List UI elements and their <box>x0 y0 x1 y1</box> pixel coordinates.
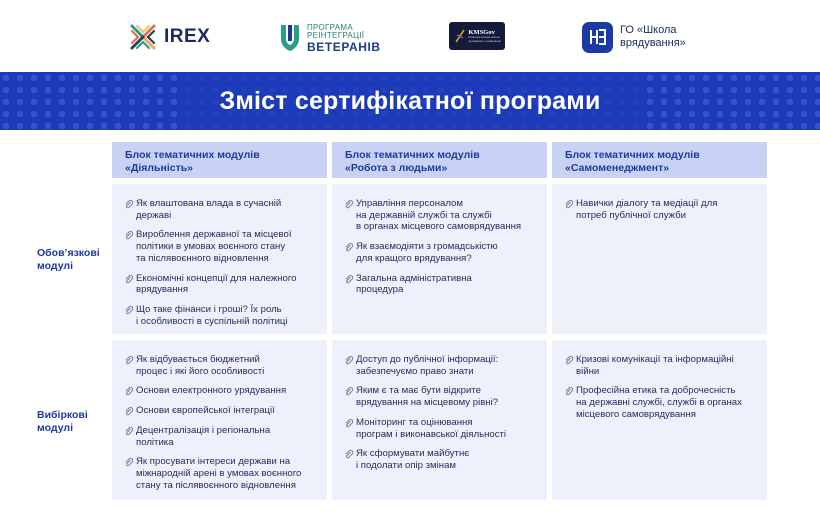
paperclip-icon <box>124 230 133 240</box>
column-header-line1: Блок тематичних модулів <box>125 149 260 161</box>
list-item-text: Як відбувається бюджетний процес і які його особливості <box>136 354 265 377</box>
paperclip-icon <box>124 386 133 396</box>
irex-wordmark: IREX <box>164 26 211 47</box>
column-header-line1: Блок тематичних модулів <box>345 149 480 161</box>
paperclip-icon <box>124 305 133 315</box>
page-title: Зміст сертифікатної програми <box>219 86 601 115</box>
irex-logo <box>128 20 210 54</box>
list-item <box>124 229 317 264</box>
column-header-line1: Блок тематичних модулів <box>565 149 700 161</box>
veterans-shield-icon <box>279 23 301 53</box>
veterans-logo-line1: ПРОГРАМА <box>307 22 354 32</box>
list-item <box>124 304 317 327</box>
cell-mandatory-activity <box>112 184 327 334</box>
list-item-text: Управління персоналом на державній службі та службі в органах місцевого самоврядування <box>356 198 522 233</box>
row-label-text: Вибіркові модулі <box>37 409 88 434</box>
list-item-text: Децентралізація і регіональна політика <box>136 424 271 448</box>
school-logo <box>582 20 686 54</box>
list-item-text: Кризові комунікації та інформаційні війни <box>576 354 734 377</box>
list-item <box>564 354 757 377</box>
list-item <box>124 456 317 491</box>
list-item <box>564 385 757 420</box>
list-item <box>124 405 317 417</box>
list-item <box>344 273 537 296</box>
column-header-line2: «Робота з людьми» <box>345 161 448 174</box>
logo-strip <box>0 0 820 72</box>
column-header-activity <box>112 142 327 178</box>
list-item <box>344 198 537 233</box>
list-item-text: Професійна етика та доброчесність на державні службі, службі в органах місцевого самоврядування <box>576 385 742 420</box>
list-item <box>124 354 317 377</box>
cell-elective-self-management <box>552 340 767 500</box>
school-logo-line1: ГО «Школа <box>620 24 677 37</box>
list-item <box>344 354 537 377</box>
title-banner <box>0 72 820 130</box>
row-label-mandatory <box>37 247 100 272</box>
school-monogram-icon <box>582 22 613 53</box>
paperclip-icon <box>124 426 133 436</box>
veterans-logo <box>279 20 381 56</box>
list-item-text: Економічні концепції для належного врядування <box>136 272 297 296</box>
list-item-text: Загальна адміністративна процедура <box>356 272 472 296</box>
list-item <box>124 385 317 397</box>
list-item-text: Основи електронного урядування <box>136 385 287 397</box>
cell-mandatory-people <box>332 184 547 334</box>
list-item <box>344 241 537 264</box>
paperclip-icon <box>564 355 573 365</box>
paperclip-icon <box>564 199 573 209</box>
cell-elective-people <box>332 340 547 500</box>
list-item <box>564 198 757 221</box>
kmsgov-subtitle: Київська міська школа державного управління <box>468 35 502 43</box>
veterans-logo-line2: РЕІНТЕГРАЦІЇ <box>307 30 365 40</box>
list-item-text: Як сформувати майбутнє і подолати опір змінам <box>356 448 470 471</box>
veterans-logo-line3: ВЕТЕРАНІВ <box>307 39 381 54</box>
paperclip-icon <box>344 449 353 459</box>
kmsgov-emblem-icon <box>454 29 466 43</box>
list-item-text: Доступ до публічної інформації: забезпечуємо право знати <box>356 354 499 377</box>
list-item <box>344 417 537 440</box>
paperclip-icon <box>344 386 353 396</box>
list-item-text: Вироблення державної та місцевої політики в умовах воєнного стану та післявоєнного відновлення <box>136 229 292 264</box>
column-header-people <box>332 142 547 178</box>
kmsgov-name: KMSGov <box>468 29 495 37</box>
paperclip-icon <box>344 274 353 284</box>
list-item-text: Як взаємодіяти з громадськістю для кращого врядування? <box>356 241 498 264</box>
column-header-self-management <box>552 142 767 178</box>
paperclip-icon <box>124 274 133 284</box>
row-label-elective <box>37 409 88 434</box>
paperclip-icon <box>344 418 353 428</box>
list-item <box>124 425 317 448</box>
list-item-text: Моніторинг та оцінювання програм і виконавської діяльності <box>356 416 507 440</box>
paperclip-icon <box>344 242 353 252</box>
list-item-text: Як влаштована влада в сучасній державі <box>136 198 282 221</box>
list-item-text: Що таке фінанси і гроші? Їх роль і особливості в суспільній політиці <box>136 303 288 327</box>
row-label-text: Обов’язкові модулі <box>37 247 100 272</box>
paperclip-icon <box>344 199 353 209</box>
list-item-text: Яким є та має бути відкрите врядування на місцевому рівні? <box>356 385 499 409</box>
paperclip-icon <box>124 406 133 416</box>
list-item <box>344 385 537 408</box>
kmsgov-logo <box>449 22 505 50</box>
column-header-line2: «Діяльність» <box>125 161 194 174</box>
irex-mark-icon <box>128 22 158 52</box>
paperclip-icon <box>124 355 133 365</box>
list-item-text: Як просувати інтереси держави на міжнародній арені в умовах воєнного стану та післявоєнного відновлення <box>136 456 302 491</box>
list-item <box>124 273 317 296</box>
list-item-text: Основи європейської інтеграції <box>136 405 275 417</box>
paperclip-icon <box>124 199 133 209</box>
school-logo-line2: врядування» <box>620 37 686 49</box>
cell-elective-activity <box>112 340 327 500</box>
paperclip-icon <box>124 457 133 467</box>
list-item-text: Навички діалогу та медіації для потреб публічної служби <box>576 198 718 221</box>
list-item <box>124 198 317 221</box>
paperclip-icon <box>344 355 353 365</box>
cell-mandatory-self-management <box>552 184 767 334</box>
list-item <box>344 448 537 471</box>
column-header-line2: «Самоменеджмент» <box>565 161 670 174</box>
paperclip-icon <box>564 386 573 396</box>
